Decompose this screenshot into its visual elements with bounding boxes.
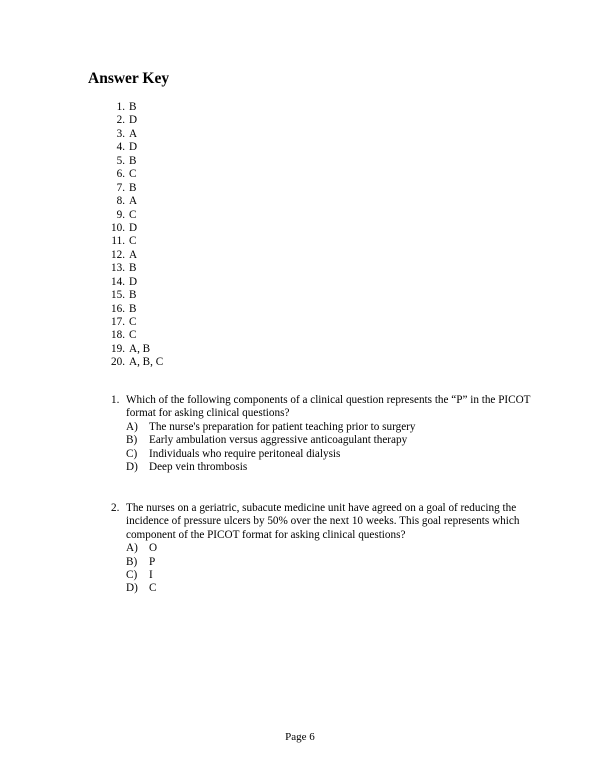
answer-key-item bbox=[100, 221, 138, 235]
answer-key-item bbox=[100, 181, 137, 195]
key-answer: C bbox=[129, 208, 137, 221]
question-2 bbox=[111, 502, 551, 596]
option-text: I bbox=[149, 569, 153, 581]
answer-key-item bbox=[100, 275, 138, 289]
answer-key-item bbox=[100, 235, 137, 248]
option-text: Individuals who require peritoneal dialysis bbox=[149, 447, 341, 460]
answer-key-item bbox=[100, 208, 137, 222]
key-answer: B bbox=[129, 154, 137, 167]
key-number: 19. bbox=[111, 342, 125, 355]
question-number: 2. bbox=[111, 502, 120, 514]
key-answer: C bbox=[129, 235, 137, 248]
option-item bbox=[126, 421, 551, 434]
answer-key-item bbox=[100, 316, 137, 329]
key-answer: A, B, C bbox=[129, 356, 164, 369]
question-1 bbox=[111, 394, 551, 474]
answer-key-item bbox=[100, 195, 138, 208]
option-item bbox=[126, 461, 551, 474]
key-number: 15. bbox=[111, 289, 125, 302]
option-letter: D) bbox=[126, 460, 138, 473]
question-stem: Which of the following components of a clinical question represents the “P” in the PICOT format for asking clinical questions? bbox=[126, 394, 531, 420]
option-letter: C) bbox=[126, 569, 138, 581]
question-options bbox=[126, 542, 551, 596]
key-answer: B bbox=[129, 262, 137, 275]
option-letter: A) bbox=[126, 542, 138, 555]
key-number: 9. bbox=[116, 208, 125, 221]
key-number: 12. bbox=[111, 248, 125, 261]
key-number: 8. bbox=[116, 195, 125, 208]
key-answer: A bbox=[129, 248, 138, 261]
key-answer: B bbox=[129, 101, 137, 113]
option-text: The nurse's preparation for patient teaching prior to surgery bbox=[149, 420, 416, 433]
answer-key-item bbox=[100, 302, 137, 316]
key-number: 6. bbox=[116, 168, 125, 181]
option-letter: D) bbox=[126, 582, 138, 595]
key-answer: D bbox=[129, 221, 138, 234]
key-number: 7. bbox=[116, 181, 125, 194]
key-answer: A bbox=[129, 195, 138, 208]
key-answer: C bbox=[129, 329, 137, 342]
key-answer: B bbox=[129, 302, 137, 315]
key-number: 4. bbox=[116, 141, 125, 154]
option-item bbox=[126, 434, 551, 447]
answer-key-item bbox=[100, 248, 138, 262]
option-letter: A) bbox=[126, 420, 138, 433]
option-letter: B) bbox=[126, 555, 138, 568]
key-answer: D bbox=[129, 114, 138, 127]
option-item bbox=[126, 569, 551, 582]
option-item bbox=[126, 448, 551, 461]
answer-key-item bbox=[100, 289, 137, 302]
key-answer: B bbox=[129, 289, 137, 302]
key-number: 2. bbox=[116, 114, 125, 127]
answer-key-item bbox=[100, 168, 137, 181]
option-text: C bbox=[149, 582, 157, 595]
option-letter: B) bbox=[126, 434, 138, 447]
key-answer: B bbox=[129, 181, 137, 194]
question-stem: The nurses on a geriatric, subacute medicine unit have agreed on a goal of reducing the incidence of pressure ulcers by 50% over the next 10 weeks. This goal represents which component of the PICOT format for asking clinical questions? bbox=[126, 502, 520, 541]
key-answer: C bbox=[129, 168, 137, 181]
option-text: Early ambulation versus aggressive anticoagulant therapy bbox=[149, 434, 408, 447]
key-number: 16. bbox=[111, 302, 125, 315]
key-answer: A bbox=[129, 127, 138, 140]
key-number: 17. bbox=[111, 316, 125, 328]
key-number: 20. bbox=[111, 356, 125, 369]
answer-key-item bbox=[100, 101, 137, 114]
answer-key-item bbox=[100, 262, 137, 275]
answer-key-item bbox=[100, 141, 138, 154]
answer-key-item bbox=[100, 342, 151, 356]
option-text: P bbox=[149, 555, 156, 568]
answer-key-item bbox=[100, 356, 164, 369]
option-letter: C) bbox=[126, 447, 138, 460]
option-item bbox=[126, 542, 551, 555]
question-number: 1. bbox=[111, 394, 120, 406]
key-number: 3. bbox=[116, 127, 125, 140]
key-number: 1. bbox=[116, 101, 125, 113]
option-text: O bbox=[149, 542, 158, 555]
key-answer: D bbox=[129, 141, 138, 154]
key-answer: A, B bbox=[129, 342, 151, 355]
key-answer: D bbox=[129, 275, 138, 288]
option-item bbox=[126, 582, 551, 595]
answer-key-item bbox=[100, 329, 137, 342]
key-number: 10. bbox=[111, 221, 125, 234]
key-number: 14. bbox=[111, 275, 125, 288]
answer-key-item bbox=[100, 154, 137, 168]
key-answer: C bbox=[129, 316, 137, 328]
option-item bbox=[126, 556, 551, 569]
answer-key-item bbox=[100, 127, 138, 141]
page-title: Answer Key bbox=[88, 70, 170, 87]
answer-key-list bbox=[100, 101, 164, 370]
key-number: 5. bbox=[116, 154, 125, 167]
key-number: 11. bbox=[111, 235, 125, 248]
key-number: 18. bbox=[111, 329, 125, 342]
option-text: Deep vein thrombosis bbox=[149, 460, 248, 473]
question-options bbox=[126, 421, 551, 475]
answer-key-item bbox=[100, 114, 138, 127]
key-number: 13. bbox=[111, 262, 125, 275]
page-footer: Page 6 bbox=[285, 731, 315, 743]
